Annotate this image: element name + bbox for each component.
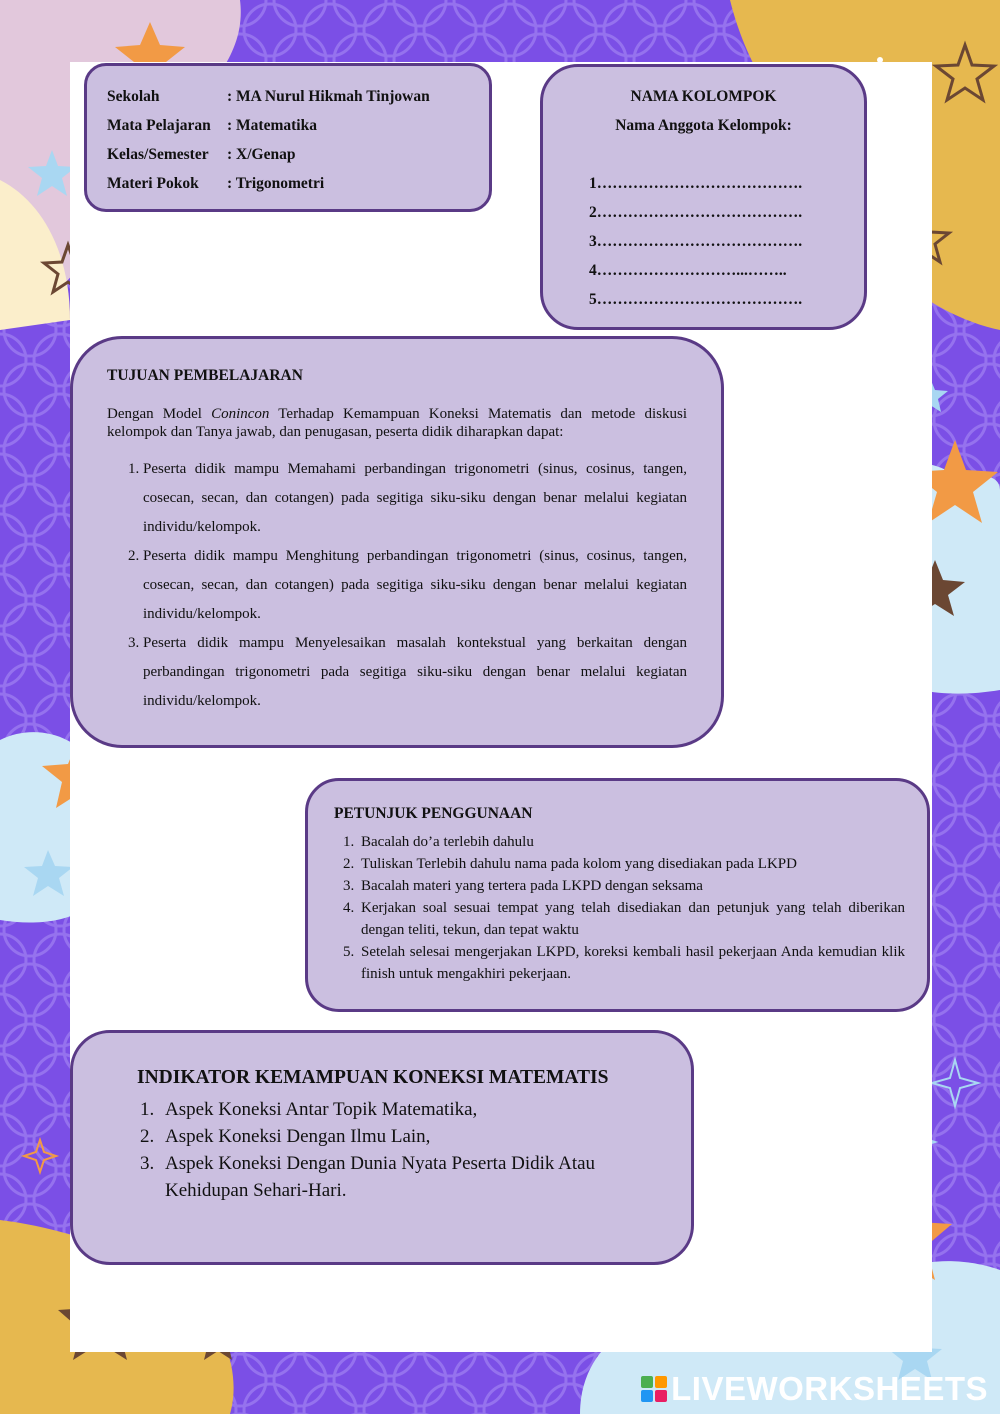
member-line-5[interactable]: 5…………………………………. — [589, 291, 803, 308]
member-line-2[interactable]: 2…………………………………. — [589, 204, 803, 221]
indicator-item: 3. Aspek Koneksi Dengan Dunia Nyata Peserta Didik Atau Kehidupan Sehari-Hari. — [159, 1150, 661, 1204]
info-row-topic — [107, 169, 489, 198]
instruction-item: 3. Bacalah materi yang tertera pada LKPD dengan seksama — [358, 875, 905, 897]
group-title: NAMA KOLOMPOK — [630, 88, 777, 105]
info-value: : MA Nurul Hikmah Tinjowan — [227, 87, 430, 105]
liveworksheets-logo[interactable] — [641, 1370, 988, 1408]
info-label: Sekolah — [107, 87, 160, 105]
member-line-3[interactable]: 3…………………………………. — [589, 233, 803, 250]
instruction-item: 1. Bacalah do’a terlebih dahulu — [358, 831, 905, 853]
instruction-item: 4. Kerjakan soal sesuai tempat yang telah disediakan dan petunjuk yang telah diberikan dengan teliti, tekun, dan tepat waktu — [358, 897, 905, 941]
learning-objectives-box — [70, 336, 724, 748]
group-members-box — [540, 64, 867, 330]
info-label: Mata Pelajaran — [107, 116, 211, 134]
indicator-title: INDIKATOR KEMAMPUAN KONEKSI MATEMATIS — [137, 1067, 609, 1088]
member-line-4[interactable]: 4………………………...…….. — [589, 262, 787, 279]
member-line-1[interactable]: 1…………………………………. — [589, 175, 803, 192]
school-info-box — [84, 63, 492, 212]
instruction-item: 2. Tuliskan Terlebih dahulu nama pada kolom yang disediakan pada LKPD — [358, 853, 905, 875]
liveworksheets-logo-icon — [641, 1376, 667, 1402]
info-label: Kelas/Semester — [107, 145, 209, 163]
instructions-box — [305, 778, 930, 1012]
group-subtitle: Nama Anggota Kelompok: — [615, 117, 792, 134]
info-value: : Matematika — [227, 116, 317, 134]
brand-text: LIVEWORKSHEETS — [671, 1370, 988, 1407]
indicator-item: 1. Aspek Koneksi Antar Topik Matematika, — [159, 1096, 661, 1123]
objective-item: 1. Peserta didik mampu Memahami perbandingan trigonometri (sinus, cosinus, tangen, cosecan, secan, dan cotangen) pada segitiga siku-siku dengan benar melalui kegiatan individu/kelompok. — [143, 455, 687, 542]
objective-item: 2. Peserta didik mampu Menghitung perbandingan trigonometri (sinus, cosinus, tangen, cosecan, secan, dan cotangen) pada segitiga siku-siku dengan benar melalui kegiatan individu/kelompok. — [143, 542, 687, 629]
info-label: Materi Pokok — [107, 174, 199, 192]
objectives-intro: Dengan Model Conincon Terhadap Kemampuan Koneksi Matematis dan metode diskusi kelompok dan Tanya jawab, dan penugasan, peserta didik diharapkan dapat: — [107, 406, 687, 440]
indicator-item: 2. Aspek Koneksi Dengan Ilmu Lain, — [159, 1123, 661, 1150]
objective-item: 3. Peserta didik mampu Menyelesaikan masalah kontekstual yang berkaitan dengan perbandingan trigonometri pada segitiga siku-siku dengan benar melalui kegiatan individu/kelompok. — [143, 629, 687, 716]
info-value: : X/Genap — [227, 145, 296, 163]
info-row-school — [107, 82, 489, 111]
info-row-subject — [107, 111, 489, 140]
indicator-box — [70, 1030, 694, 1265]
instructions-title: PETUNJUK PENGGUNAAN — [334, 805, 533, 822]
instruction-item: 5. Setelah selesai mengerjakan LKPD, koreksi kembali hasil pekerjaan Anda kemudian klik finish untuk mengakhiri pekerjaan. — [358, 941, 905, 985]
info-value: : Trigonometri — [227, 174, 325, 192]
objectives-title: TUJUAN PEMBELAJARAN — [107, 367, 303, 384]
info-row-class — [107, 140, 489, 169]
